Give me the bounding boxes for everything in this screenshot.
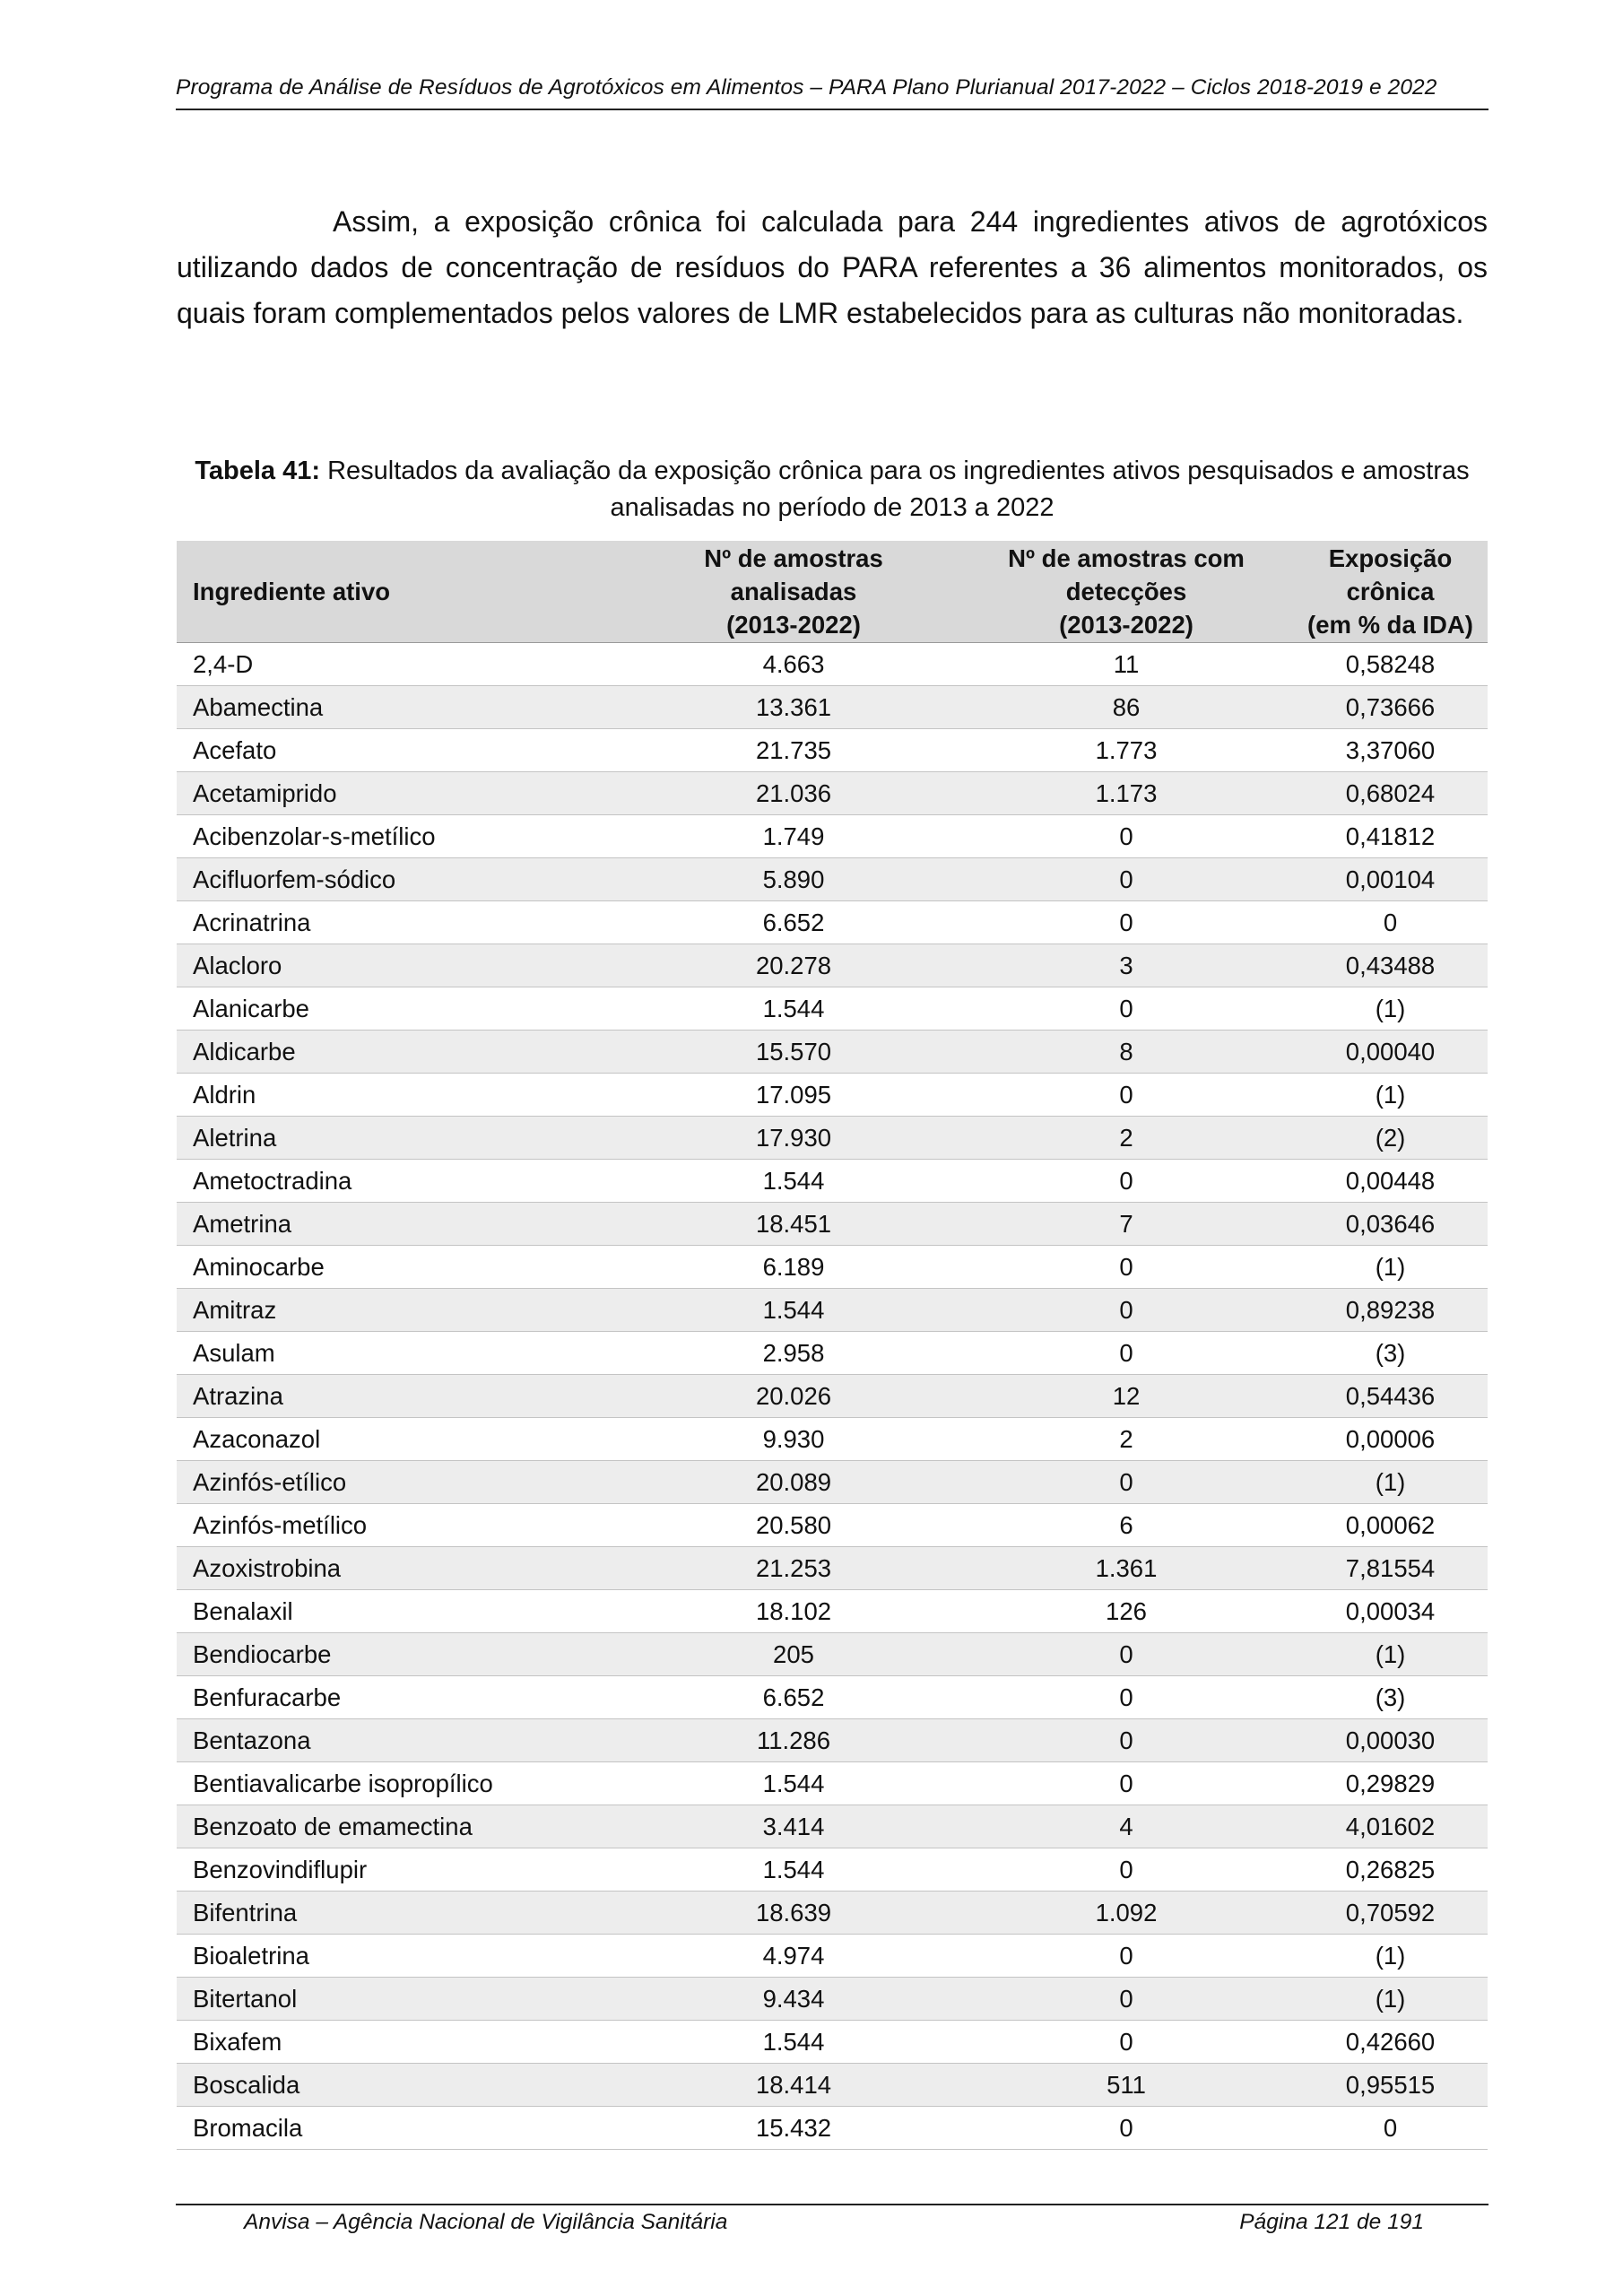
cell-exposure: (3) bbox=[1293, 1676, 1488, 1719]
cell-ingredient: Azinfós-etílico bbox=[177, 1461, 628, 1504]
cell-detections: 0 bbox=[959, 1332, 1293, 1375]
cell-exposure: 0,00448 bbox=[1293, 1160, 1488, 1203]
cell-detections: 2 bbox=[959, 1418, 1293, 1461]
cell-ingredient: Alanicarbe bbox=[177, 987, 628, 1031]
cell-samples: 3.414 bbox=[628, 1805, 959, 1848]
cell-samples: 1.544 bbox=[628, 2021, 959, 2064]
running-header: Programa de Análise de Resíduos de Agrotóxicos em Alimentos – PARA Plano Plurianual 2017-2022 – Ciclos 2018-2019 e 2022 bbox=[176, 75, 1437, 100]
cell-detections: 126 bbox=[959, 1590, 1293, 1633]
cell-samples: 21.253 bbox=[628, 1547, 959, 1590]
cell-samples: 4.663 bbox=[628, 643, 959, 686]
cell-ingredient: Acetamiprido bbox=[177, 772, 628, 815]
cell-ingredient: Aldrin bbox=[177, 1074, 628, 1117]
cell-ingredient: Azinfós-metílico bbox=[177, 1504, 628, 1547]
cell-ingredient: Bitertanol bbox=[177, 1978, 628, 2021]
cell-samples: 1.749 bbox=[628, 815, 959, 858]
table-row bbox=[177, 1633, 1488, 1676]
table-row bbox=[177, 1547, 1488, 1590]
table-row bbox=[177, 1289, 1488, 1332]
cell-detections: 0 bbox=[959, 1160, 1293, 1203]
table-caption-label: Tabela 41: bbox=[195, 457, 321, 485]
cell-ingredient: Bixafem bbox=[177, 2021, 628, 2064]
cell-samples: 11.286 bbox=[628, 1719, 959, 1762]
cell-samples: 1.544 bbox=[628, 1289, 959, 1332]
cell-samples: 13.361 bbox=[628, 686, 959, 729]
cell-ingredient: Aminocarbe bbox=[177, 1246, 628, 1289]
cell-samples: 17.095 bbox=[628, 1074, 959, 1117]
cell-samples: 20.026 bbox=[628, 1375, 959, 1418]
table-row bbox=[177, 729, 1488, 772]
cell-detections: 4 bbox=[959, 1805, 1293, 1848]
cell-exposure: 0,03646 bbox=[1293, 1203, 1488, 1246]
cell-ingredient: Aldicarbe bbox=[177, 1031, 628, 1074]
cell-detections: 11 bbox=[959, 643, 1293, 686]
cell-samples: 21.735 bbox=[628, 729, 959, 772]
table-row bbox=[177, 1117, 1488, 1160]
cell-exposure: 3,37060 bbox=[1293, 729, 1488, 772]
cell-exposure: 0,43488 bbox=[1293, 944, 1488, 987]
cell-exposure: 0 bbox=[1293, 2107, 1488, 2150]
cell-detections: 6 bbox=[959, 1504, 1293, 1547]
cell-samples: 6.652 bbox=[628, 901, 959, 944]
cell-detections: 0 bbox=[959, 1935, 1293, 1978]
table-row bbox=[177, 815, 1488, 858]
cell-samples: 17.930 bbox=[628, 1117, 959, 1160]
footer-divider bbox=[176, 2204, 1488, 2205]
table-row bbox=[177, 1160, 1488, 1203]
cell-detections: 12 bbox=[959, 1375, 1293, 1418]
cell-samples: 2.958 bbox=[628, 1332, 959, 1375]
column-header-ingredient: Ingrediente ativo bbox=[177, 541, 628, 643]
column-header-detections: Nº de amostras com detecções (2013-2022) bbox=[959, 541, 1293, 643]
cell-exposure: 0,70592 bbox=[1293, 1892, 1488, 1935]
cell-detections: 0 bbox=[959, 2021, 1293, 2064]
cell-samples: 1.544 bbox=[628, 1848, 959, 1892]
cell-ingredient: 2,4-D bbox=[177, 643, 628, 686]
cell-ingredient: Bentiavalicarbe isopropílico bbox=[177, 1762, 628, 1805]
cell-ingredient: Azaconazol bbox=[177, 1418, 628, 1461]
table-row bbox=[177, 643, 1488, 686]
cell-samples: 9.434 bbox=[628, 1978, 959, 2021]
cell-ingredient: Ametoctradina bbox=[177, 1160, 628, 1203]
cell-ingredient: Bromacila bbox=[177, 2107, 628, 2150]
table-row bbox=[177, 1031, 1488, 1074]
cell-samples: 18.451 bbox=[628, 1203, 959, 1246]
cell-samples: 15.570 bbox=[628, 1031, 959, 1074]
table-row bbox=[177, 1719, 1488, 1762]
intro-paragraph: Assim, a exposição crônica foi calculada para 244 ingredientes ativos de agrotóxicos utilizando dados de concentração de resíduos do PARA referentes a 36 alimentos monitorados, os quais foram complementados pelos valores de LMR estabelecidos para as culturas não monitoradas. bbox=[177, 205, 1488, 329]
cell-ingredient: Amitraz bbox=[177, 1289, 628, 1332]
cell-ingredient: Benalaxil bbox=[177, 1590, 628, 1633]
cell-detections: 0 bbox=[959, 815, 1293, 858]
cell-exposure: 0,54436 bbox=[1293, 1375, 1488, 1418]
table-row bbox=[177, 1332, 1488, 1375]
cell-exposure: (3) bbox=[1293, 1332, 1488, 1375]
cell-samples: 18.102 bbox=[628, 1590, 959, 1633]
cell-exposure: 0,58248 bbox=[1293, 643, 1488, 686]
cell-exposure: 0 bbox=[1293, 901, 1488, 944]
table-body bbox=[177, 643, 1488, 2150]
cell-ingredient: Bioaletrina bbox=[177, 1935, 628, 1978]
table-row bbox=[177, 901, 1488, 944]
cell-samples: 1.544 bbox=[628, 1762, 959, 1805]
table-row bbox=[177, 686, 1488, 729]
cell-detections: 0 bbox=[959, 1633, 1293, 1676]
cell-detections: 1.092 bbox=[959, 1892, 1293, 1935]
cell-exposure: 7,81554 bbox=[1293, 1547, 1488, 1590]
table-row bbox=[177, 1590, 1488, 1633]
cell-detections: 0 bbox=[959, 1289, 1293, 1332]
table-header-row bbox=[177, 541, 1488, 643]
table-caption-text: Resultados da avaliação da exposição crônica para os ingredientes ativos pesquisados e amostras analisadas no período de 2013 a 2022 bbox=[320, 457, 1470, 522]
cell-samples: 205 bbox=[628, 1633, 959, 1676]
cell-ingredient: Alacloro bbox=[177, 944, 628, 987]
footer-agency: Anvisa – Agência Nacional de Vigilância Sanitária bbox=[244, 2210, 728, 2234]
header-divider bbox=[176, 109, 1488, 110]
cell-exposure: (1) bbox=[1293, 1461, 1488, 1504]
cell-detections: 2 bbox=[959, 1117, 1293, 1160]
cell-exposure: 0,89238 bbox=[1293, 1289, 1488, 1332]
table-row bbox=[177, 1074, 1488, 1117]
table-row bbox=[177, 944, 1488, 987]
cell-exposure: 0,29829 bbox=[1293, 1762, 1488, 1805]
cell-exposure: 0,95515 bbox=[1293, 2064, 1488, 2107]
cell-detections: 0 bbox=[959, 1461, 1293, 1504]
cell-ingredient: Acefato bbox=[177, 729, 628, 772]
cell-ingredient: Azoxistrobina bbox=[177, 1547, 628, 1590]
cell-exposure: 0,73666 bbox=[1293, 686, 1488, 729]
cell-exposure: 0,41812 bbox=[1293, 815, 1488, 858]
cell-exposure: 4,01602 bbox=[1293, 1805, 1488, 1848]
column-header-samples: Nº de amostras analisadas (2013-2022) bbox=[628, 541, 959, 643]
table-row bbox=[177, 2064, 1488, 2107]
table-row bbox=[177, 772, 1488, 815]
table-row bbox=[177, 1762, 1488, 1805]
cell-exposure: (1) bbox=[1293, 987, 1488, 1031]
table-row bbox=[177, 1461, 1488, 1504]
table-row bbox=[177, 1805, 1488, 1848]
table-row bbox=[177, 1504, 1488, 1547]
cell-detections: 1.173 bbox=[959, 772, 1293, 815]
cell-samples: 1.544 bbox=[628, 987, 959, 1031]
cell-samples: 6.189 bbox=[628, 1246, 959, 1289]
cell-samples: 20.278 bbox=[628, 944, 959, 987]
cell-detections: 7 bbox=[959, 1203, 1293, 1246]
cell-ingredient: Acifluorfem-sódico bbox=[177, 858, 628, 901]
cell-samples: 9.930 bbox=[628, 1418, 959, 1461]
cell-exposure: (1) bbox=[1293, 1935, 1488, 1978]
table-row bbox=[177, 1246, 1488, 1289]
cell-exposure: (1) bbox=[1293, 1246, 1488, 1289]
cell-exposure: 0,00006 bbox=[1293, 1418, 1488, 1461]
table-row bbox=[177, 1418, 1488, 1461]
cell-exposure: 0,00030 bbox=[1293, 1719, 1488, 1762]
cell-exposure: 0,26825 bbox=[1293, 1848, 1488, 1892]
cell-ingredient: Aletrina bbox=[177, 1117, 628, 1160]
cell-detections: 1.773 bbox=[959, 729, 1293, 772]
cell-samples: 1.544 bbox=[628, 1160, 959, 1203]
cell-samples: 20.580 bbox=[628, 1504, 959, 1547]
table-row bbox=[177, 2107, 1488, 2150]
cell-ingredient: Acibenzolar-s-metílico bbox=[177, 815, 628, 858]
cell-ingredient: Benzovindiflupir bbox=[177, 1848, 628, 1892]
table-caption bbox=[176, 453, 1488, 526]
cell-ingredient: Boscalida bbox=[177, 2064, 628, 2107]
cell-exposure: 0,68024 bbox=[1293, 772, 1488, 815]
cell-samples: 18.639 bbox=[628, 1892, 959, 1935]
table-row bbox=[177, 2021, 1488, 2064]
cell-ingredient: Bendiocarbe bbox=[177, 1633, 628, 1676]
cell-detections: 86 bbox=[959, 686, 1293, 729]
cell-detections: 0 bbox=[959, 858, 1293, 901]
cell-ingredient: Atrazina bbox=[177, 1375, 628, 1418]
cell-detections: 0 bbox=[959, 1762, 1293, 1805]
cell-samples: 15.432 bbox=[628, 2107, 959, 2150]
table-row bbox=[177, 1375, 1488, 1418]
table-row bbox=[177, 1676, 1488, 1719]
cell-samples: 18.414 bbox=[628, 2064, 959, 2107]
cell-samples: 5.890 bbox=[628, 858, 959, 901]
cell-ingredient: Benfuracarbe bbox=[177, 1676, 628, 1719]
table-row bbox=[177, 1978, 1488, 2021]
cell-ingredient: Acrinatrina bbox=[177, 901, 628, 944]
cell-detections: 0 bbox=[959, 1676, 1293, 1719]
cell-detections: 0 bbox=[959, 1719, 1293, 1762]
footer-page-number: Página 121 de 191 bbox=[1239, 2210, 1424, 2234]
cell-samples: 21.036 bbox=[628, 772, 959, 815]
table-row bbox=[177, 858, 1488, 901]
cell-detections: 1.361 bbox=[959, 1547, 1293, 1590]
cell-exposure: (1) bbox=[1293, 1633, 1488, 1676]
cell-ingredient: Benzoato de emamectina bbox=[177, 1805, 628, 1848]
cell-exposure: (1) bbox=[1293, 1978, 1488, 2021]
cell-exposure: (1) bbox=[1293, 1074, 1488, 1117]
cell-detections: 0 bbox=[959, 1848, 1293, 1892]
cell-exposure: 0,42660 bbox=[1293, 2021, 1488, 2064]
cell-ingredient: Abamectina bbox=[177, 686, 628, 729]
exposure-table bbox=[177, 541, 1488, 2150]
cell-detections: 0 bbox=[959, 987, 1293, 1031]
cell-exposure: 0,00034 bbox=[1293, 1590, 1488, 1633]
table-row bbox=[177, 1203, 1488, 1246]
cell-ingredient: Ametrina bbox=[177, 1203, 628, 1246]
cell-exposure: 0,00040 bbox=[1293, 1031, 1488, 1074]
cell-ingredient: Asulam bbox=[177, 1332, 628, 1375]
cell-exposure: (2) bbox=[1293, 1117, 1488, 1160]
cell-detections: 0 bbox=[959, 1246, 1293, 1289]
cell-ingredient: Bifentrina bbox=[177, 1892, 628, 1935]
cell-detections: 3 bbox=[959, 944, 1293, 987]
cell-detections: 8 bbox=[959, 1031, 1293, 1074]
cell-detections: 0 bbox=[959, 1978, 1293, 2021]
column-header-exposure: Exposição crônica (em % da IDA) bbox=[1293, 541, 1488, 643]
cell-samples: 20.089 bbox=[628, 1461, 959, 1504]
cell-exposure: 0,00104 bbox=[1293, 858, 1488, 901]
cell-samples: 6.652 bbox=[628, 1676, 959, 1719]
table-row bbox=[177, 1935, 1488, 1978]
cell-detections: 0 bbox=[959, 1074, 1293, 1117]
cell-detections: 511 bbox=[959, 2064, 1293, 2107]
table-row bbox=[177, 1848, 1488, 1892]
cell-samples: 4.974 bbox=[628, 1935, 959, 1978]
table-row bbox=[177, 1892, 1488, 1935]
cell-exposure: 0,00062 bbox=[1293, 1504, 1488, 1547]
cell-detections: 0 bbox=[959, 901, 1293, 944]
table-row bbox=[177, 987, 1488, 1031]
cell-detections: 0 bbox=[959, 2107, 1293, 2150]
cell-ingredient: Bentazona bbox=[177, 1719, 628, 1762]
